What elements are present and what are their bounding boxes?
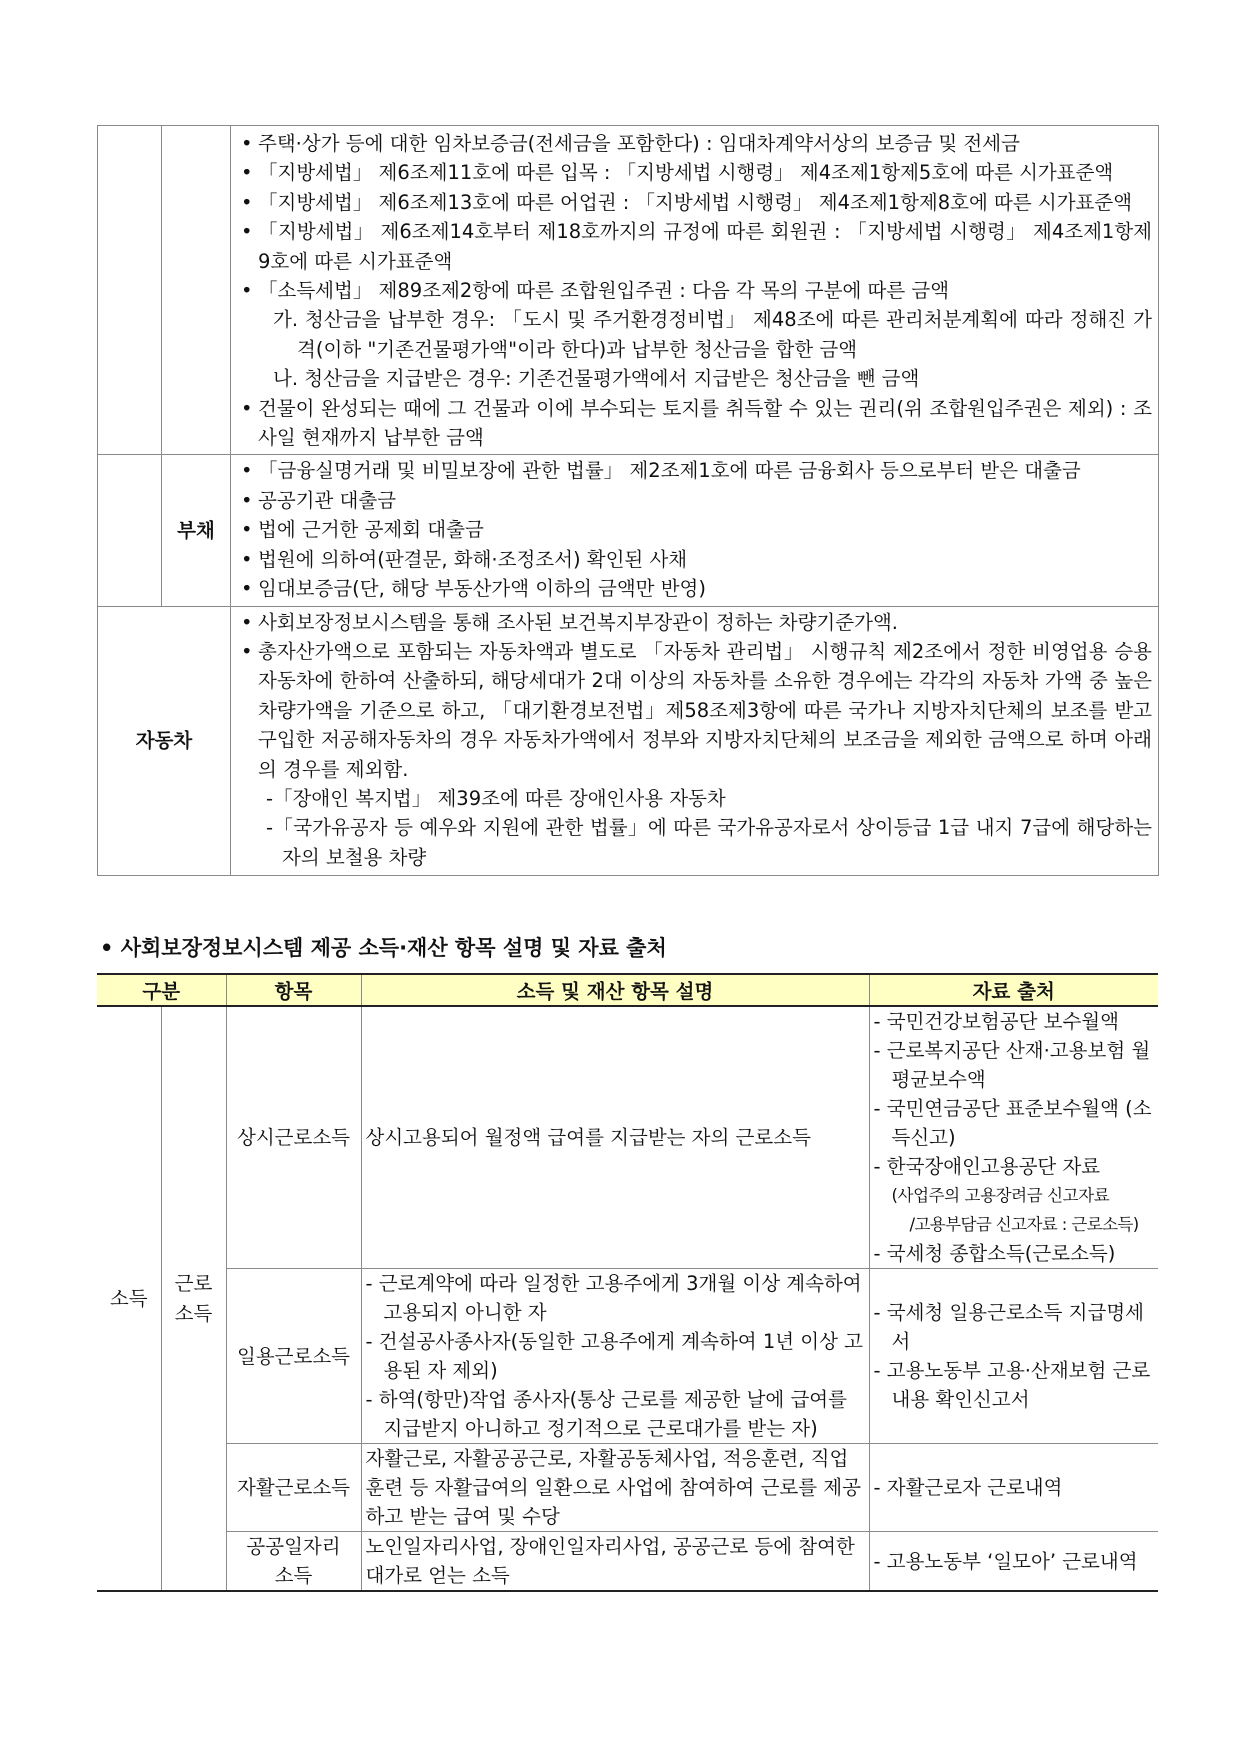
subcategory-cell [162, 126, 231, 455]
header-source: 자료 출처 [869, 974, 1158, 1006]
source-line: - 한국장애인고용공단 자료 [873, 1155, 1101, 1178]
asset-items-cell [231, 126, 1159, 455]
category-cell [98, 455, 162, 606]
source-line: - 국세청 종합소득(근로소득) [873, 1242, 1116, 1265]
asset-criteria-table [97, 125, 1159, 876]
source-line: - 국세청 일용근로소득 지급명세서 [873, 1301, 1145, 1353]
car-label: 자동차 [98, 606, 231, 876]
source-public-job-income: - 고용노동부 ‘일모아’ 근로내역 [869, 1532, 1158, 1592]
item-public-job-income: 공공일자리 소득 [226, 1532, 361, 1592]
table-header-row [97, 974, 1158, 1006]
source-line: - 국민건강보험공단 보수월액 [873, 1010, 1119, 1033]
source-line: - 국민연금공단 표준보수월액 (소득신고) [873, 1097, 1152, 1149]
list-item: • 공공기관 대출금 [241, 486, 1152, 515]
desc-line: - 건설공사종사자(동일한 고용주에게 계속하여 1년 이상 고용된 자 제외) [365, 1330, 863, 1382]
car-row [98, 606, 1159, 876]
list-item: • 「지방세법」 제6조제14호부터 제18호까지의 규정에 따른 회원권 : 「지방세법 시행령」 제4조제1항제9호에 따른 시가표준액 [241, 217, 1152, 276]
desc-daily-income [361, 1269, 869, 1444]
list-item: • 주택·상가 등에 대한 임차보증금(전세금을 포함한다) : 임대차계약서상의 보증금 및 전세금 [241, 129, 1152, 158]
list-item: • 임대보증금(단, 해당 부동산가액 이하의 금액만 반영) [241, 574, 1152, 603]
desc-line: - 하역(항만)작업 종사자(통상 근로를 제공한 날에 급여를 지급받지 아니하고 정기적으로 근로대가를 받는 자) [365, 1388, 847, 1440]
table-row [97, 1444, 1158, 1532]
header-category: 구분 [97, 974, 226, 1006]
section-title: • 사회보장정보시스템 제공 소득·재산 항목 설명 및 자료 출처 [100, 936, 667, 960]
desc-public-job-income: 노인일자리사업, 장애인일자리사업, 공공근로 등에 참여한 대가로 얻는 소득 [361, 1532, 869, 1592]
asset-row [98, 126, 1159, 455]
debt-row [98, 455, 1159, 606]
item-regular-income: 상시근로소득 [226, 1006, 361, 1269]
list-item: • 「금융실명거래 및 비밀보장에 관한 법률」 제2조제1호에 따른 금융회사 등으로부터 받은 대출금 [241, 456, 1152, 485]
header-item: 항목 [226, 974, 361, 1006]
source-daily-income [869, 1269, 1158, 1444]
category-cell [98, 126, 162, 455]
source-line: - 근로복지공단 산재·고용보험 월평균보수액 [873, 1039, 1151, 1091]
debt-items-cell [231, 455, 1159, 606]
table-row [97, 1532, 1158, 1592]
table-row [97, 1269, 1158, 1444]
item-self-support-income: 자활근로소득 [226, 1444, 361, 1532]
desc-self-support-income: 자활근로, 자활공공근로, 자활공동체사업, 적응훈련, 직업훈련 등 자활급여의 일환으로 사업에 참여하여 근로를 제공하고 받는 급여 및 수당 [361, 1444, 869, 1532]
category-income: 소득 [97, 1006, 161, 1591]
list-item: • 「지방세법」 제6조제11호에 따른 입목 : 「지방세법 시행령」 제4조제1항제5호에 따른 시가표준액 [241, 158, 1152, 187]
source-self-support-income: - 자활근로자 근로내역 [869, 1444, 1158, 1532]
car-items-cell [231, 606, 1159, 876]
list-item: • 법원에 의하여(판결문, 화해·조정조서) 확인된 사채 [241, 545, 1152, 574]
header-description: 소득 및 재산 항목 설명 [361, 974, 869, 1006]
list-item: • 사회보장정보시스템을 통해 조사된 보건복지부장관이 정하는 차량기준가액. [241, 608, 1152, 637]
income-source-table [97, 973, 1158, 1592]
desc-line: - 근로계약에 따라 일정한 고용주에게 3개월 이상 계속하여 고용되지 아니한 자 [365, 1272, 862, 1324]
list-item: • 총자산가액으로 포함되는 자동차액과 별도로 「자동차 관리법」 시행규칙 제2조에서 정한 비영업용 승용자동차에 한하여 산출하되, 해당세대가 2대 이상의 자동차를 소유한 경우에는 각각의 자동차 가액 중 높은 차량가액을 기준으로 하고, 「대기환경보전법」제58조제3항에 따른 국가나 지방자치단체의 보조를 받고 구입한 저공해자동차의 경우 자동차가액에서 정부와 지방자치단체의 보조금을 제외한 금액으로 하며 아래의 경우를 제외함. [241, 637, 1152, 784]
debt-label: 부채 [162, 455, 231, 606]
source-regular-income [869, 1006, 1158, 1269]
list-item: • 「소득세법」 제89조제2항에 따른 조합원입주권 : 다음 각 목의 구분에 따른 금액 [241, 276, 1152, 305]
dash-item: -「국가유공자 등 예우와 지원에 관한 법률」에 따른 국가유공자로서 상이등급 1급 내지 7급에 해당하는 자의 보철용 차량 [266, 816, 1152, 869]
source-note: (사업주의 고용장려금 신고자료 [891, 1186, 1110, 1205]
sub-item-na: 나. 청산금을 지급받은 경우: 기존건물평가액에서 지급받은 청산금을 뺀 금액 [273, 367, 920, 391]
dash-item: -「장애인 복지법」 제39조에 따른 장애인사용 자동차 [266, 786, 726, 810]
list-item: • 「지방세법」 제6조제13호에 따른 어업권 : 「지방세법 시행령」 제4조제1항제8호에 따른 시가표준액 [241, 188, 1152, 217]
source-note: /고용부담금 신고자료 : 근로소득) [909, 1215, 1139, 1234]
item-daily-income: 일용근로소득 [226, 1269, 361, 1444]
list-item: • 건물이 완성되는 때에 그 건물과 이에 부수되는 토지를 취득할 수 있는 권리(위 조합원입주권은 제외) : 조사일 현재까지 납부한 금액 [241, 394, 1152, 453]
source-line: - 고용노동부 고용·산재보험 근로내용 확인신고서 [873, 1359, 1151, 1411]
sub-item-ga: 가. 청산금을 납부한 경우: 「도시 및 주거환경정비법」 제48조에 따른 관리처분계획에 따라 정해진 가격(이하 "기존건물평가액"이라 한다)과 납부한 청산금을 합한 금액 [273, 308, 1152, 361]
table-row [97, 1006, 1158, 1269]
desc-regular-income: 상시고용되어 월정액 급여를 지급받는 자의 근로소득 [361, 1006, 869, 1269]
list-item: • 법에 근거한 공제회 대출금 [241, 515, 1152, 544]
subcategory-earned-income: 근로 소득 [161, 1006, 226, 1591]
